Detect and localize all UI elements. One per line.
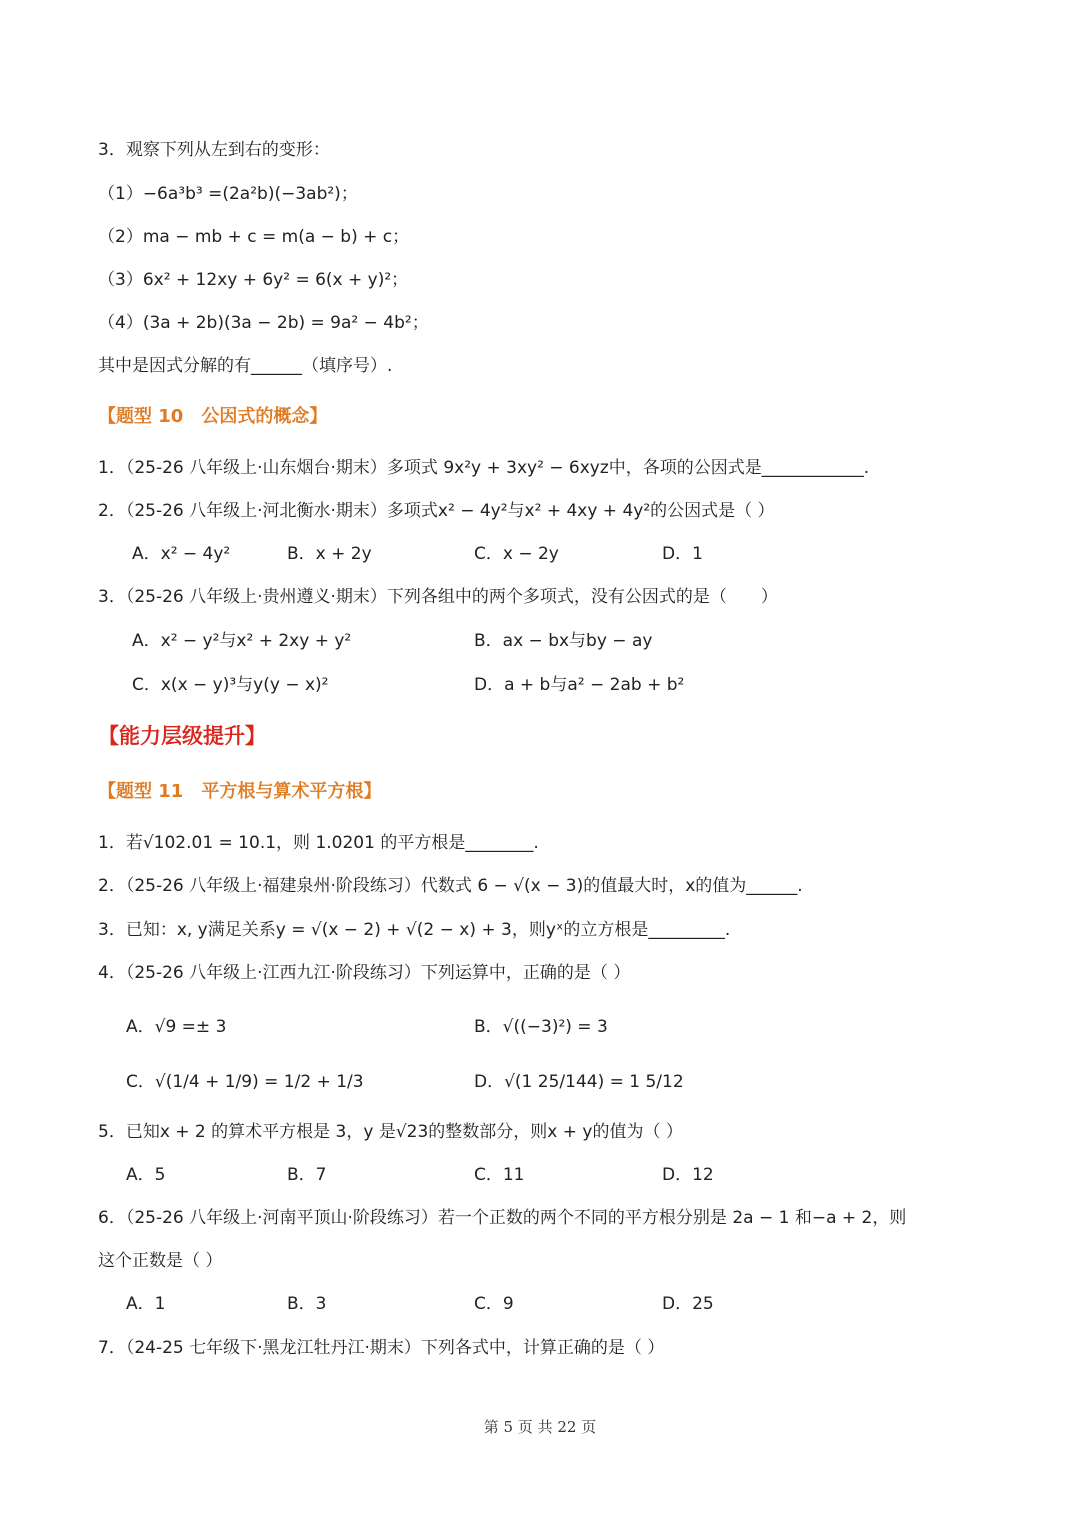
- s10-q2-option-a: A．x² − 4y²: [132, 544, 231, 564]
- s11-q4-option-a: A．√9 =± 3: [126, 1017, 227, 1037]
- s11-question-3: 3．已知：x, y满足关系y = √(x − 2) + √(2 − x) + 3，则yˣ的立方根是_________.: [98, 920, 731, 940]
- s11-q4-option-d: D．√(1 25/144) = 1 5/12: [474, 1072, 684, 1092]
- s11-question-1: 1．若√102.01 = 10.1，则 1.0201 的平方根是________.: [98, 833, 539, 853]
- ability-level-title: 【能力层级提升】: [98, 724, 266, 748]
- q3-item-2: （2）ma − mb + c = m(a − b) + c；: [98, 227, 410, 247]
- section-11-title: 【题型 11 平方根与算术平方根】: [98, 781, 382, 802]
- s10-q3-option-b: B．ax − bx与by − ay: [474, 631, 653, 651]
- s11-question-2: 2．（25-26 八年级上·福建泉州·阶段练习）代数式 6 − √(x − 3)的值最大时，x的值为______.: [98, 876, 803, 896]
- s11-q5-option-d: D．12: [662, 1165, 714, 1185]
- s10-q3-option-a: A．x² − y²与x² + 2xy + y²: [132, 631, 352, 651]
- s11-question-6-line-2: 这个正数是（ ）: [98, 1251, 223, 1271]
- q3-item-3: （3）6x² + 12xy + 6y² = 6(x + y)²；: [98, 270, 409, 290]
- s10-question-3: 3．（25-26 八年级上·贵州遵义·期末）下列各组中的两个多项式，没有公因式的是（ ）: [98, 587, 778, 607]
- s11-question-7: 7．（24-25 七年级下·黑龙江牡丹江·期末）下列各式中，计算正确的是（ ）: [98, 1338, 665, 1358]
- s11-q4-option-c: C．√(1/4 + 1/9) = 1/2 + 1/3: [126, 1072, 364, 1092]
- s10-question-1: 1．（25-26 八年级上·山东烟台·期末）多项式 9x²y + 3xy² − 6xyz中，各项的公因式是____________.: [98, 458, 870, 478]
- s11-q6-option-b: B．3: [287, 1294, 327, 1314]
- q3-item-4: （4）(3a + 2b)(3a − 2b) = 9a² − 4b²；: [98, 313, 429, 333]
- section-10-title: 【题型 10 公因式的概念】: [98, 406, 328, 427]
- s10-q3-option-d: D．a + b与a² − 2ab + b²: [474, 675, 685, 695]
- s11-q6-option-d: D．25: [662, 1294, 714, 1314]
- q3-item-1: （1）−6a³b³ =(2a²b)(−3ab²)；: [98, 184, 358, 204]
- q3-intro: 3．观察下列从左到右的变形：: [98, 140, 330, 160]
- s10-q2-option-c: C．x − 2y: [474, 544, 559, 564]
- s10-q3-option-c: C．x(x − y)³与y(y − x)²: [132, 675, 329, 695]
- s10-q2-option-b: B．x + 2y: [287, 544, 372, 564]
- s10-q2-option-d: D．1: [662, 544, 703, 564]
- s11-question-6-line-1: 6．（25-26 八年级上·河南平顶山·阶段练习）若一个正数的两个不同的平方根分别是 2a − 1 和−a + 2，则: [98, 1208, 907, 1228]
- s11-q6-option-c: C．9: [474, 1294, 514, 1314]
- s11-question-4: 4．（25-26 八年级上·江西九江·阶段练习）下列运算中，正确的是（ ）: [98, 963, 631, 983]
- s11-q5-option-a: A．5: [126, 1165, 166, 1185]
- s11-q4-option-b: B．√((−3)²) = 3: [474, 1017, 608, 1037]
- s11-q5-option-b: B．7: [287, 1165, 327, 1185]
- s11-q6-option-a: A．1: [126, 1294, 166, 1314]
- s10-question-2: 2．（25-26 八年级上·河北衡水·期末）多项式x² − 4y²与x² + 4xy + 4y²的公因式是（ ）: [98, 501, 775, 521]
- page-footer: 第 5 页 共 22 页: [483, 1418, 597, 1436]
- s11-question-5: 5．已知x + 2 的算术平方根是 3，y 是√23的整数部分，则x + y的值为（ ）: [98, 1122, 683, 1142]
- s11-q5-option-c: C．11: [474, 1165, 525, 1185]
- q3-ask: 其中是因式分解的有______（填序号）.: [98, 356, 393, 376]
